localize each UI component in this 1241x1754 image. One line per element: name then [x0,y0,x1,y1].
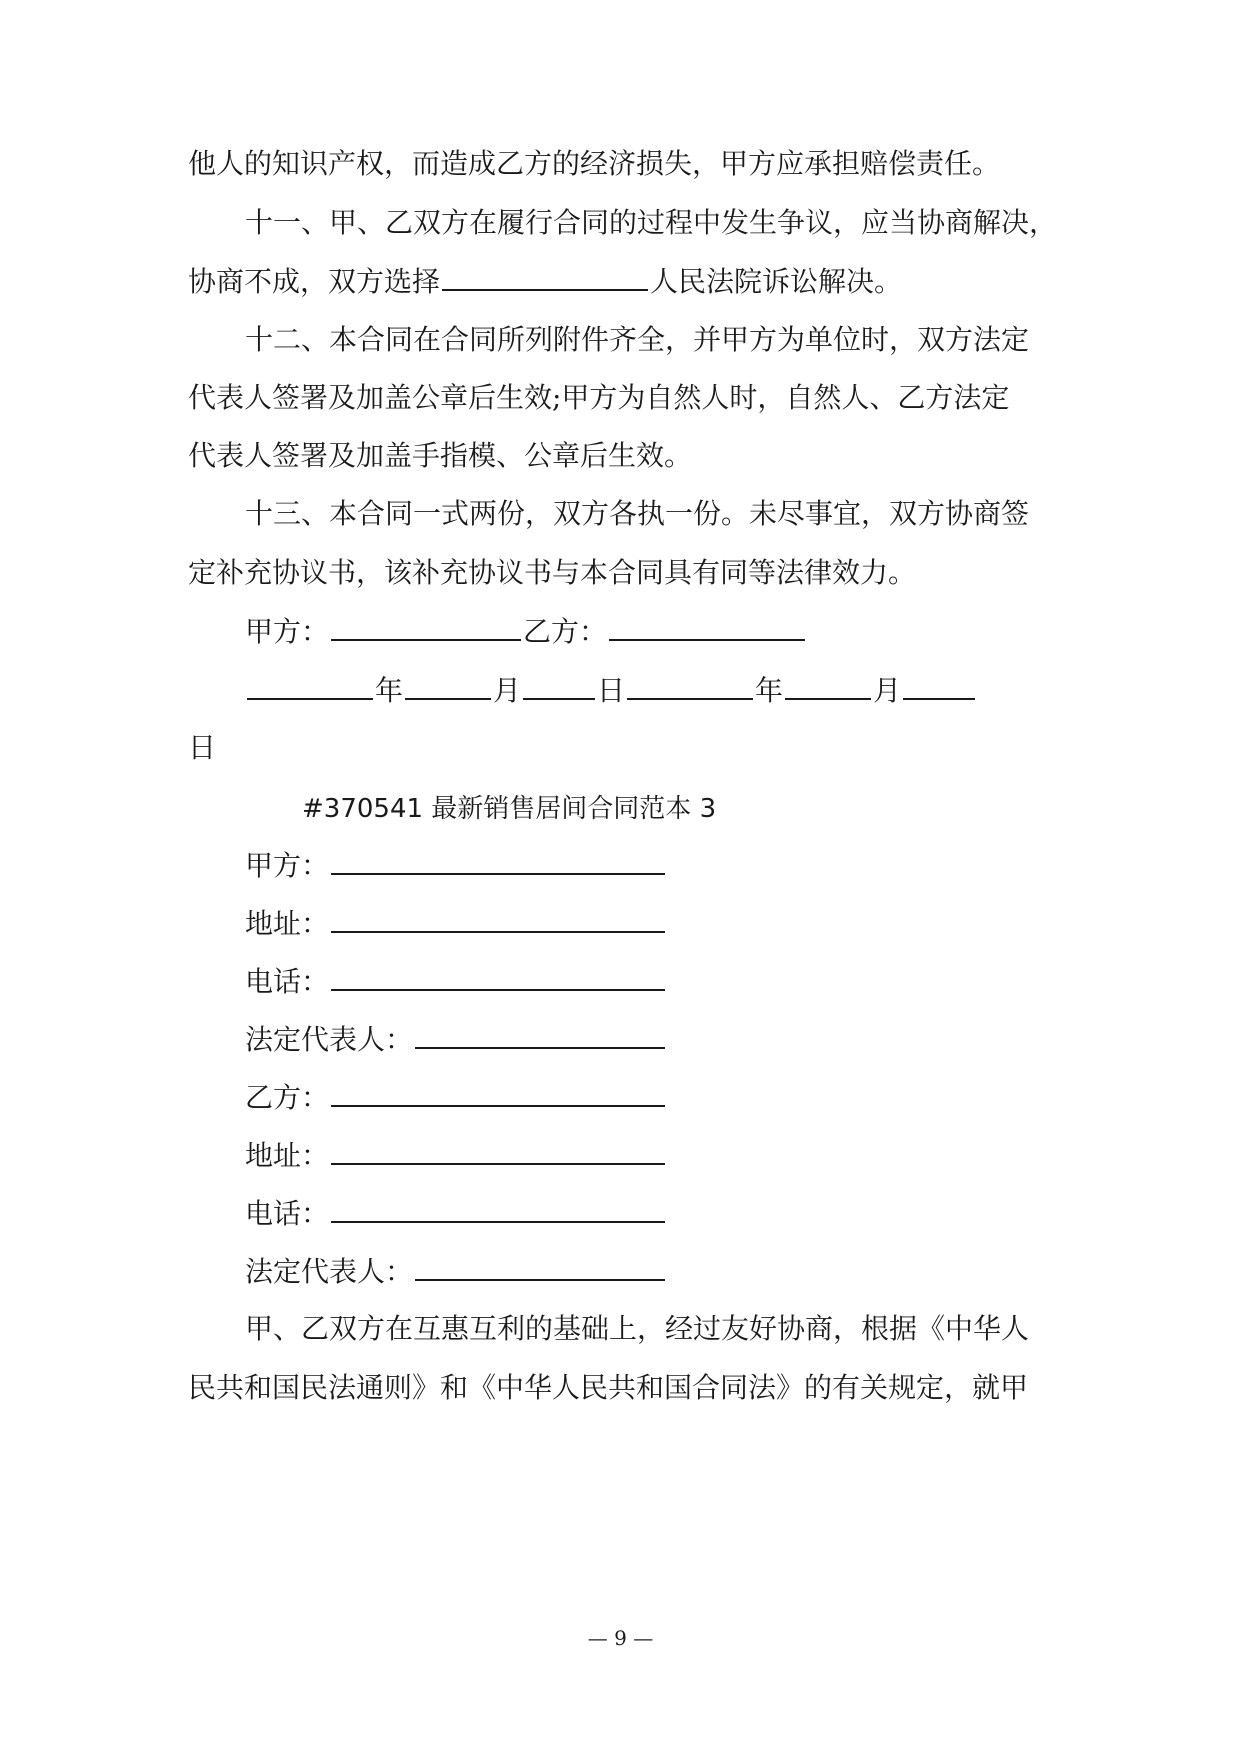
sign-party-b-label: 乙方： [523,615,608,648]
intro-line-2: 民共和国民法通则》和《中华人民共和国合同法》的有关规定，就甲 [188,1371,1029,1404]
field-blank [331,1193,665,1223]
field-label: 地址： [245,1139,330,1172]
field-blank [331,1135,665,1165]
intro-line-1: 甲、乙双方在互惠互利的基础上，经过友好协商，根据《中华人 [245,1312,1030,1345]
year-blank-b [627,670,753,700]
clause-11-text-b: 人民法院诉讼解决。 [650,265,903,298]
field-label: 电话： [245,1197,330,1230]
sign-party-a-blank [331,611,521,641]
year-label-a: 年 [375,674,404,707]
field-party-a [245,845,667,885]
month-label-a: 月 [493,674,522,707]
clause-11-line-2 [188,261,902,301]
paragraph-line: 他人的知识产权，而造成乙方的经济损失，甲方应承担赔偿责任。 [188,147,1001,180]
field-blank [415,1019,665,1049]
field-label: 电话： [245,965,330,998]
day-label-a: 日 [597,674,626,707]
year-label-b: 年 [755,674,784,707]
clause-12-line-1: 十二、本合同在合同所列附件齐全，并甲方为单位时，双方法定 [245,323,1030,356]
clause-11-text-a: 协商不成，双方选择 [188,265,441,298]
field-blank [331,961,665,991]
month-blank-b [785,670,871,700]
sign-party-b-blank [609,611,805,641]
day-blank-b [903,670,975,700]
court-blank [442,261,648,291]
field-label: 甲方： [245,849,330,882]
field-legal-rep-b [245,1251,667,1291]
page-number: — 9 — [587,1626,654,1650]
year-blank-a [247,670,373,700]
clause-13-line-1: 十三、本合同一式两份，双方各执一份。未尽事宜，双方协商签 [245,497,1030,530]
month-blank-a [405,670,491,700]
field-phone-b [245,1193,667,1233]
field-label: 乙方： [245,1081,330,1114]
field-blank [331,1077,665,1107]
field-address-a [245,903,667,943]
field-label: 法定代表人： [245,1023,414,1056]
sign-party-a-label: 甲方： [245,615,330,648]
date-line [245,670,977,710]
clause-12-line-3: 代表人签署及加盖手指模、公章后生效。 [188,439,693,472]
field-blank [331,845,665,875]
field-label: 地址： [245,907,330,940]
field-party-b [245,1077,667,1117]
clause-12-line-2: 代表人签署及加盖公章后生效;甲方为自然人时，自然人、乙方法定 [188,381,1010,414]
field-legal-rep-a [245,1019,667,1059]
field-phone-a [245,961,667,1001]
month-label-b: 月 [873,674,902,707]
section-heading: #370541 最新销售居间合同范本 3 [302,794,717,824]
date-line-wrap: 日 [188,731,217,764]
day-blank-a [523,670,595,700]
field-label: 法定代表人： [245,1255,414,1288]
signature-line [245,611,807,651]
field-address-b [245,1135,667,1175]
clause-13-line-2: 定补充协议书，该补充协议书与本合同具有同等法律效力。 [188,556,917,589]
field-blank [415,1251,665,1281]
clause-11-line-1: 十一、甲、乙双方在履行合同的过程中发生争议，应当协商解决， [245,206,1058,239]
field-blank [331,903,665,933]
